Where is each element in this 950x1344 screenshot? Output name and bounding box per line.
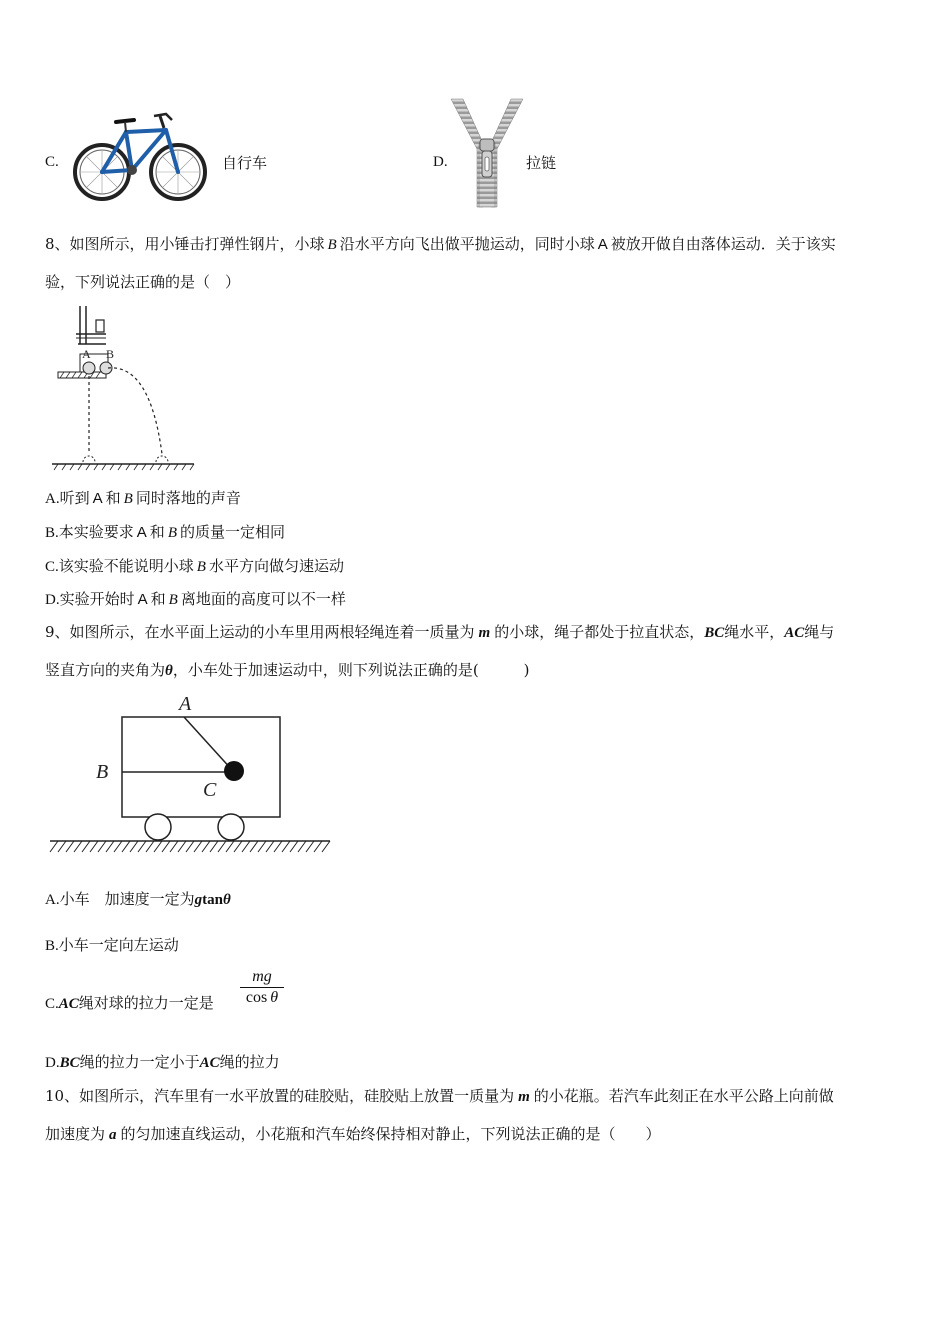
option-text: 听到 <box>59 489 90 507</box>
q9-option-a <box>45 889 231 910</box>
q10-stem-line1 <box>45 1086 834 1107</box>
var-m: m <box>478 625 491 641</box>
option-letter: C. <box>45 559 59 575</box>
option-letter: A. <box>45 491 60 507</box>
q8-stem-line1 <box>45 234 836 255</box>
q10-stem-text: 10、如图所示，汽车里有一水平放置的硅胶贴，硅胶贴上放置一质量为 <box>45 1087 515 1105</box>
var-a: A <box>92 490 103 507</box>
zipper-image <box>449 99 525 207</box>
var-b: B <box>168 592 178 608</box>
q9-stem-text: 竖直方向的夹角为 <box>45 661 166 679</box>
var-b: B <box>196 559 206 575</box>
label-b: B <box>96 761 109 783</box>
var-a: A <box>137 591 148 608</box>
option-letter: C. <box>45 996 59 1012</box>
q8-stem-text: 8、如图所示，用小锤击打弹性钢片，小球 <box>45 235 325 253</box>
cos-func: cos <box>245 989 268 1006</box>
tan-func: tan <box>202 892 223 908</box>
option-text: 同时落地的声音 <box>135 489 241 507</box>
option-text: 和 <box>150 590 166 608</box>
var-b: B <box>123 491 133 507</box>
q7-option-c-text: 自行车 <box>222 154 268 172</box>
fraction-numerator: mg <box>240 968 284 988</box>
label-a: A <box>179 693 192 715</box>
q10-stem-text: 的匀加速直线运动，小花瓶和汽车始终保持相对静止，下列说法正确的是（ ） <box>120 1125 661 1143</box>
label-a: A <box>82 347 91 361</box>
q9-stem-line2 <box>45 660 530 681</box>
var-a: A <box>136 524 147 541</box>
var-m: m <box>518 1089 530 1105</box>
option-text: 实验开始时 <box>59 590 135 608</box>
var-theta: θ <box>222 892 231 908</box>
option-letter: D. <box>433 154 448 170</box>
q7-option-d-text: 拉链 <box>526 154 557 172</box>
option-letter: A. <box>45 892 60 908</box>
option-text: 和 <box>105 489 121 507</box>
q9-stem-text: 的小球，绳子都处于拉直状态， <box>494 623 705 641</box>
option-text: 绳对球的拉力一定是 <box>78 994 214 1012</box>
q8-option-b <box>45 522 285 543</box>
option-text: 离地面的高度可以不一样 <box>180 590 346 608</box>
var-ac: AC <box>58 996 79 1012</box>
q9-stem-text: 9、如图所示，在水平面上运动的小车里用两根轻绳连着一质量为 <box>45 623 475 641</box>
q7-option-c <box>45 152 59 171</box>
option-text: 小车一定向左运动 <box>58 936 179 954</box>
q10-stem-text: 加速度为 <box>45 1125 106 1143</box>
option-text: 本实验要求 <box>58 523 134 541</box>
option-text: 绳的拉力 <box>219 1053 280 1071</box>
option-text: 水平方向做匀速运动 <box>208 557 344 575</box>
option-letter: D. <box>45 592 60 608</box>
option-text: 绳的拉力一定小于 <box>79 1053 200 1071</box>
q8-option-d <box>45 589 346 610</box>
option-text: 小车 加速度一定为 <box>59 890 195 908</box>
var-theta: θ <box>165 663 173 679</box>
q9-stem-text: 绳与 <box>804 623 835 641</box>
var-g: g <box>194 892 203 908</box>
label-b: B <box>106 347 115 361</box>
q7-option-d <box>433 152 448 171</box>
var-ac: AC <box>784 625 805 641</box>
option-letter: D. <box>45 1055 60 1071</box>
var-bc: BC <box>704 625 725 641</box>
q8-option-a <box>45 488 241 509</box>
option-letter: C. <box>45 154 59 170</box>
q9-cart-figure <box>48 690 338 860</box>
var-a: a <box>109 1127 117 1143</box>
q10-stem-text: 的小花瓶。若汽车此刻正在水平公路上向前做 <box>533 1087 834 1105</box>
var-b: B <box>327 237 337 253</box>
q8-figure <box>50 302 200 474</box>
var-ac: AC <box>199 1055 220 1071</box>
option-text: 该实验不能说明小球 <box>58 557 194 575</box>
q9-option-d <box>45 1052 280 1073</box>
option-text: 和 <box>149 523 165 541</box>
option-text: 的质量一定相同 <box>179 523 285 541</box>
option-letter: B. <box>45 938 59 954</box>
var-bc: BC <box>59 1055 80 1071</box>
q8-option-c <box>45 556 344 577</box>
q9-stem-text: 绳水平， <box>724 623 785 641</box>
var-theta: θ <box>270 989 279 1006</box>
label-c: C <box>203 779 217 801</box>
q9-stem-line1 <box>45 622 834 643</box>
q8-stem-text: 沿水平方向飞出做平抛运动，同时小球 <box>339 235 595 253</box>
option-letter: B. <box>45 525 59 541</box>
bicycle-image <box>68 110 210 202</box>
q8-stem-line2: 验，下列说法正确的是（ ） <box>45 273 241 291</box>
q10-stem-line2 <box>45 1124 661 1145</box>
q9-option-c-fraction <box>240 968 284 1007</box>
q9-option-c <box>45 993 214 1014</box>
q8-stem-text: 被放开做自由落体运动．关于该实 <box>610 235 836 253</box>
var-b: B <box>167 525 177 541</box>
q9-option-b <box>45 935 179 956</box>
fraction-denominator <box>240 988 284 1007</box>
q9-stem-text: ，小车处于加速运动中，则下列说法正确的是( ) <box>172 661 530 679</box>
var-a: A <box>597 236 608 253</box>
